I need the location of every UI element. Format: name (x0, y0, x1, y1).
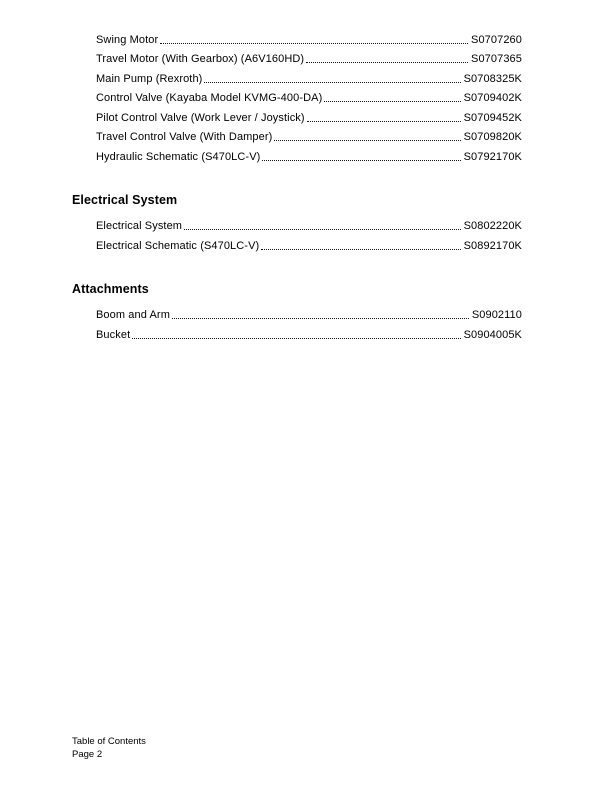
toc-entry (96, 146, 522, 166)
dot-leader (262, 160, 460, 161)
entry-title: Main Pump (Rexroth) (96, 72, 203, 85)
entry-title: Travel Motor (With Gearbox) (A6V160HD) (96, 53, 305, 65)
entry-code: S0709452K (463, 111, 522, 124)
toc-entry (96, 305, 522, 325)
entry-code: S0707365 (471, 53, 522, 65)
entry-code: S0709820K (463, 131, 522, 143)
table-of-contents (72, 29, 522, 344)
entry-title: Electrical Schematic (S470LC-V) (96, 239, 260, 252)
entry-code: S0902110 (471, 309, 522, 321)
toc-entry (96, 88, 522, 108)
dot-leader (274, 140, 460, 141)
entry-code: S0892170K (463, 239, 522, 252)
toc-entry (96, 324, 522, 344)
section-entries (96, 305, 522, 344)
footer-section-label: Table of Contents (72, 736, 146, 747)
toc-entry (96, 68, 522, 88)
dot-leader (261, 249, 460, 250)
section-heading: Electrical System (72, 192, 178, 207)
entry-title: Swing Motor (96, 33, 159, 46)
section-entries (96, 29, 522, 166)
entry-code: S0802220K (463, 220, 522, 232)
toc-entry (96, 216, 522, 236)
dot-leader (184, 229, 461, 230)
entry-title: Pilot Control Valve (Work Lever / Joystick) (96, 111, 305, 124)
entry-title: Travel Control Valve (With Damper) (96, 131, 273, 143)
dot-leader (160, 43, 468, 44)
toc-entry (96, 49, 522, 69)
entry-code: S0792170K (463, 150, 522, 163)
entry-code: S0708325K (463, 72, 522, 85)
dot-leader (324, 101, 460, 102)
entry-title: Bucket (96, 328, 131, 341)
toc-section (72, 192, 522, 255)
page-footer (72, 735, 146, 761)
footer-page-number: Page 2 (72, 749, 103, 760)
toc-entry (96, 29, 522, 49)
dot-leader (307, 121, 461, 122)
dot-leader (132, 338, 460, 339)
entry-title: Control Valve (Kayaba Model KVMG-400-DA) (96, 92, 323, 104)
dot-leader (172, 318, 469, 319)
toc-entry (96, 107, 522, 127)
entry-code: S0707260 (471, 33, 522, 46)
dot-leader (204, 82, 460, 83)
section-entries (96, 216, 522, 255)
entry-code: S0904005K (463, 328, 522, 341)
toc-entry (96, 127, 522, 147)
dot-leader (306, 62, 468, 63)
entry-title: Boom and Arm (96, 309, 170, 321)
entry-code: S0709402K (463, 92, 522, 104)
toc-section (72, 29, 522, 166)
section-heading: Attachments (72, 281, 149, 296)
toc-entry (96, 235, 522, 255)
entry-title: Electrical System (96, 220, 183, 232)
entry-title: Hydraulic Schematic (S470LC-V) (96, 150, 261, 163)
toc-section (72, 281, 522, 344)
